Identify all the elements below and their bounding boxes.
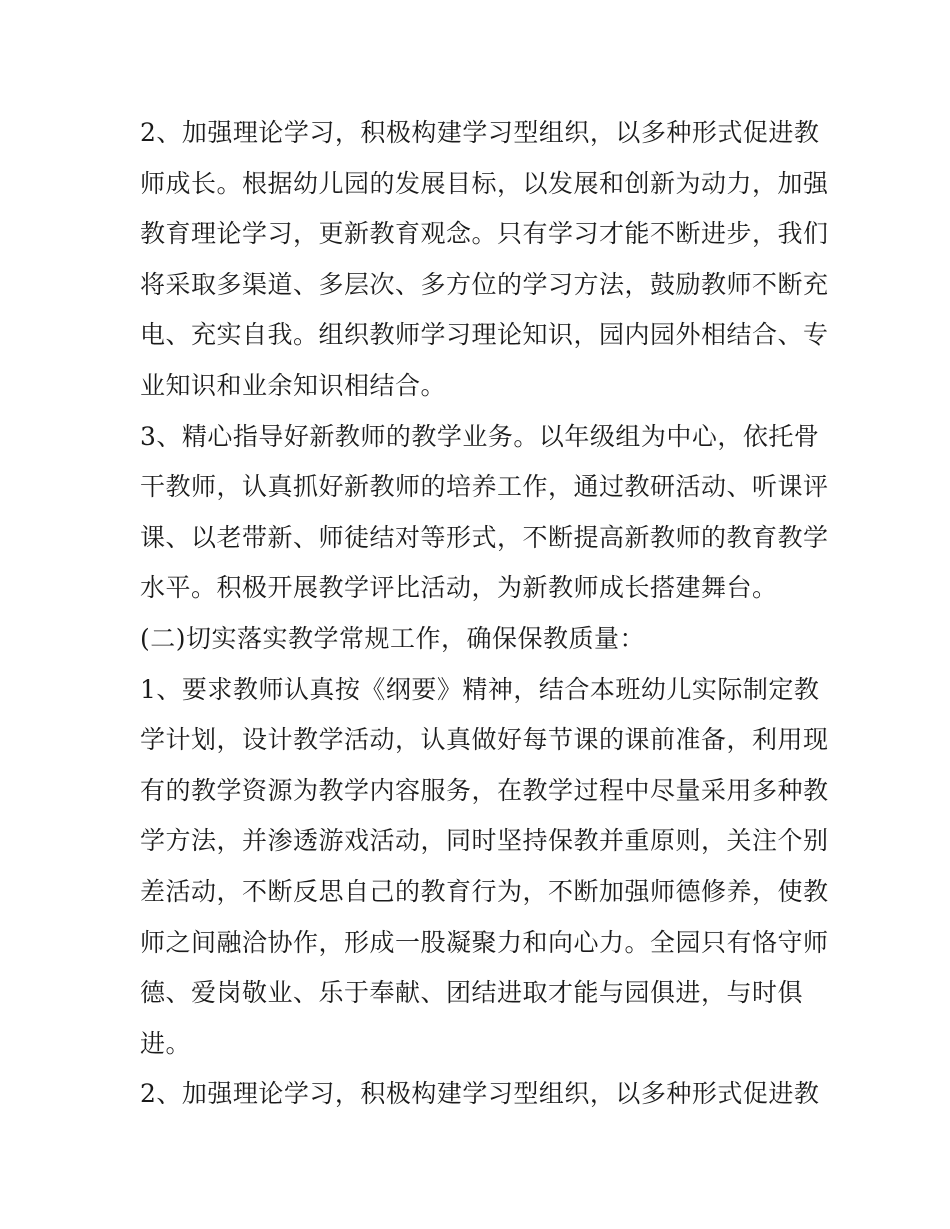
text-line: 2、加强理论学习，积极构建学习型组织，以多种形式促进教 [140, 1079, 820, 1109]
text-line: 师之间融洽协作，形成一股凝聚力和向心力。全园只有恪守师 [140, 927, 829, 957]
text-line: 干教师，认真抓好新教师的培养工作，通过教研活动、听课评 [140, 472, 829, 502]
text-line: 将采取多渠道、多层次、多方位的学习方法，鼓励教师不断充 [140, 269, 829, 299]
text-line: 2、加强理论学习，积极构建学习型组织，以多种形式促进教 [140, 118, 820, 147]
text-line: 水平。积极开展教学评比活动，为新教师成长搭建舞台。 [140, 573, 778, 603]
text-line: 教育理论学习，更新教育观念。只有学习才能不断进步，我们 [140, 219, 829, 249]
text-line: 电、充实自我。组织教师学习理论知识，园内园外相结合、专 [140, 320, 829, 350]
text-line: 业知识和业余知识相结合。 [140, 370, 447, 400]
text-line: 1、要求教师认真按《纲要》精神，结合本班幼儿实际制定教 [140, 674, 820, 704]
text-line: 课、以老带新、师徒结对等形式，不断提高新教师的教育教学 [140, 522, 829, 552]
section-heading: (二)切实落实教学常规工作，确保保教质量： [140, 623, 646, 653]
text-line: 学计划，设计教学活动，认真做好每节课的课前准备，利用现 [140, 725, 829, 755]
text-line: 学方法，并渗透游戏活动，同时坚持保教并重原则，关注个别 [140, 826, 829, 856]
text-line: 有的教学资源为教学内容服务，在教学过程中尽量采用多种教 [140, 775, 829, 805]
document-body [140, 108, 829, 1120]
text-line: 进。 [140, 1028, 192, 1058]
text-line: 德、爱岗敬业、乐于奉献、团结进取才能与园俱进，与时俱 [140, 978, 804, 1008]
text-line: 差活动，不断反思自己的教育行为，不断加强师德修养，使教 [140, 876, 829, 906]
text-line: 师成长。根据幼儿园的发展目标，以发展和创新为动力，加强 [140, 168, 829, 198]
text-line: 3、精心指导好新教师的教学业务。以年级组为中心，依托骨 [140, 421, 820, 451]
